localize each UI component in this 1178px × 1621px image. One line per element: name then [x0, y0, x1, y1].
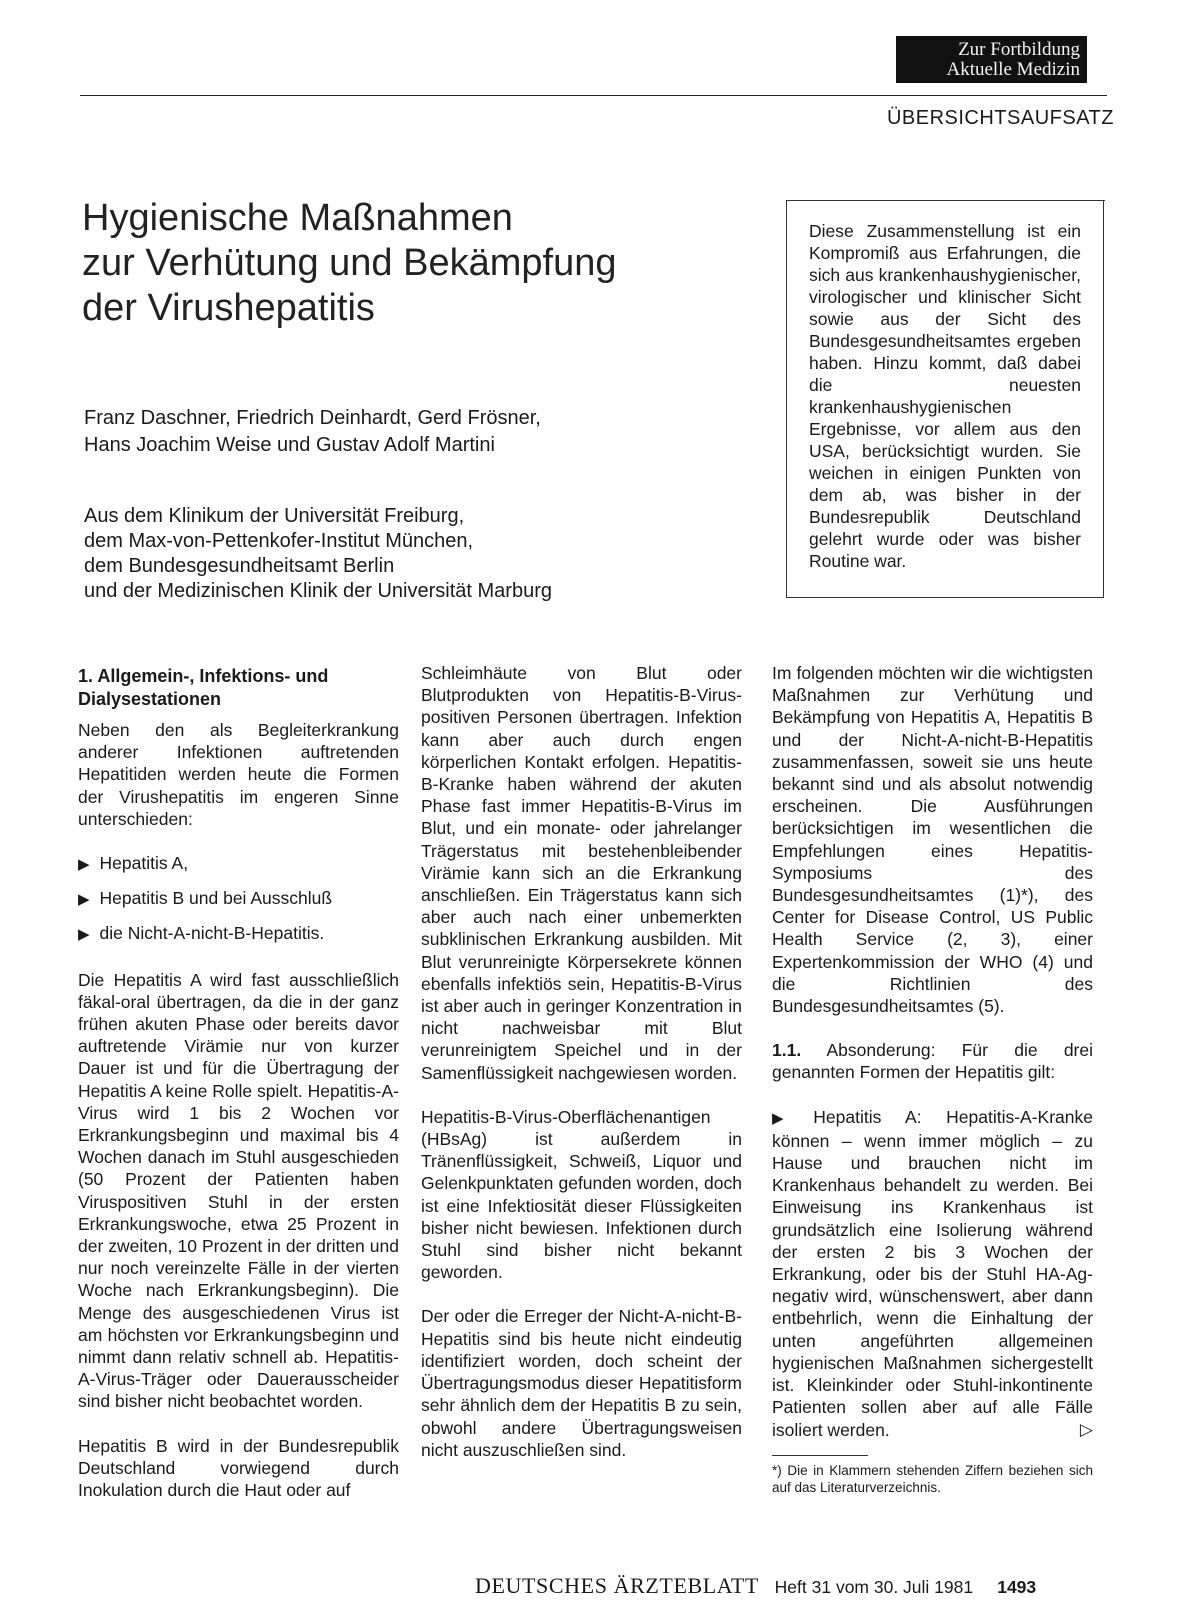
- list-item: [78, 922, 399, 946]
- list-item: [78, 887, 399, 911]
- affiliations: [84, 504, 724, 604]
- abstract-text: Diese Zusammenstellung ist ein Kompromiß aus Erfahrungen, die sich aus krankenhaushygienischer, virologischer und klinischer Sicht sowie aus der Sicht des Bundesgesundheitsamtes ergeben haben. Hinzu kommt, daß dabei die neuesten krankenhaushygienischen Ergebnisse, vor allem aus den USA, berücksichtigt wurden. Sie weichen in einigen Punkten von dem ab, was bisher in der Bundesrepublik Deutschland gelehrt wurde oder was bisher Routine war.: [809, 221, 1081, 571]
- affiliation-line-4: und der Medizinischen Klinik der Universität Marburg: [84, 580, 552, 602]
- footnote-rule: [772, 1455, 868, 1456]
- title-line-2: zur Verhütung und Bekämpfung: [82, 242, 617, 284]
- authors: [84, 405, 724, 459]
- journal-name: DEUTSCHES ÄRZTEBLATT: [475, 1573, 759, 1598]
- authors-line-2: Hans Joachim Weise und Gustav Adolf Martini: [84, 434, 495, 456]
- triangle-bullet-icon: ▶: [772, 1109, 804, 1127]
- authors-line-1: Franz Daschner, Friedrich Deinhardt, Gerd Frösner,: [84, 407, 541, 429]
- rubric-line-1: Zur Fortbildung: [958, 39, 1080, 60]
- page-footer: [475, 1573, 1036, 1599]
- list-item-text: Hepatitis B und bei Ausschluß: [99, 888, 333, 909]
- paragraph: [772, 1106, 1093, 1441]
- list-item-text: die Nicht-A-nicht-B-Hepatitis.: [99, 923, 325, 944]
- subsection-number: 1.1.: [772, 1040, 802, 1061]
- rubric-line-2: Aktuelle Medizin: [946, 59, 1080, 80]
- page-number: 1493: [997, 1577, 1037, 1597]
- paragraph: Im folgenden möchten wir die wichtigsten Maßnahmen zur Verhütung und Bekämpfung von Hepatitis A, Hepatitis B und der Nicht-A-nicht-B-Hepatitis zusammenfassen, soweit sie uns heute bekannt sind und als absolut notwendig erscheinen. Die Ausführungen berücksichtigen im wesentlichen die Empfehlungen eines Hepatitis-Symposiums des Bundesgesundheitsamtes (1)*), des Center for Disease Control, US Public Health Service (2, 3), einer Expertenkommission der WHO (4) und die Richtlinien des Bundesgesundheitsamtes (5).: [772, 663, 1093, 1017]
- bullet-list: [78, 852, 399, 947]
- title-line-3: der Virushepatitis: [82, 287, 375, 329]
- subsection-text: Absonderung: Für die drei genannten Formen der Hepatitis gilt:: [772, 1040, 1094, 1083]
- affiliation-line-2: dem Max-von-Pettenkofer-Institut München,: [84, 530, 474, 552]
- triangle-bullet-icon: ▶: [78, 926, 90, 944]
- affiliation-line-1: Aus dem Klinikum der Universität Freiburg,: [84, 505, 465, 527]
- affiliation-line-3: dem Bundesgesundheitsamt Berlin: [84, 555, 395, 577]
- section-type: ÜBERSICHTSAUFSATZ: [886, 107, 1114, 129]
- column-3: [772, 662, 1093, 1518]
- paragraph: Neben den als Begleiterkrankung anderer Infektionen auftretenden Hepatitiden werden heute die Formen der Virushepatitis im engeren Sinne unterschieden:: [78, 720, 399, 829]
- header-rule: [80, 95, 1107, 96]
- paragraph: Schleimhäute von Blut oder Blutprodukten von Hepatitis-B-Virus-positiven Personen übertragen. Infektion kann aber auch durch engen körperlichen Kontakt erfolgen. Hepatitis-B-Kranke haben während der akuten Phase fast immer Hepatitis-B-Virus im Blut, und ein monate- oder jahrelanger Trägerstatus mit bestehenbleibender Virämie kann sich an die Erkrankung anschließen. Ein Trägerstatus kann sich aber auch nach einer unbemerkten subklinischen Erkrankung ausbilden. Mit Blut verunreinigte Körpersekrete können ebenfalls infektiös sein, Hepatitis-B-Virus ist aber auch in geringer Konzentration in nicht nachweisbar mit Blut verunreinigtem Speichel und in der Samenflüssigkeit nachgewiesen worden.: [421, 663, 742, 1083]
- column-2: [421, 662, 742, 1483]
- section-heading: 1. Allgemein-, Infektions- und Dialysestationen: [78, 666, 329, 709]
- paragraph: Der oder die Erreger der Nicht-A-nicht-B-Hepatitis sind bis heute nicht eindeutig identifiziert worden, doch scheint der Übertragungsmodus dieser Hepatitisform sehr ähnlich dem der Hepatitis B zu sein, obwohl andere Übertragungsweisen nicht auszuschließen sind.: [421, 1306, 742, 1460]
- triangle-bullet-icon: ▶: [78, 856, 90, 874]
- list-item-text: Hepatitis A,: [99, 853, 189, 874]
- title-line-1: Hygienische Maßnahmen: [82, 197, 513, 239]
- rubric-badge: [896, 36, 1087, 83]
- continued-arrow-icon: ▷: [1079, 1419, 1093, 1439]
- article-title: [82, 196, 722, 331]
- subsection-paragraph: [772, 1039, 1093, 1083]
- paragraph: Hepatitis-B-Virus-Oberflächenantigen (HBsAg) ist außerdem in Tränenflüssigkeit, Schweiß, Liquor und Gelenkpunktaten gefunden worden, doch ist eine Infektiosität dieser Flüssigkeiten bisher nicht bewiesen. Infektionen durch Stuhl sind bisher nicht bekannt geworden.: [421, 1106, 742, 1283]
- paragraph-text: Hepatitis A: Hepatitis-A-Kranke können – wenn immer möglich – zu Hause und brauchen nicht im Krankenhaus behandelt zu werden. Bei Einweisung ins Krankenhaus ist grundsätzlich eine Isolierung während der ersten 2 bis 3 Wochen der Erkrankung, oder bis der Stuhl HA-Ag-negativ wird, wünschenswert, aber dann entbehrlich, wenn die Einhaltung der unten angeführten allgemeinen hygienischen Maßnahmen sichergestellt ist. Kleinkinder oder Stuhl-inkontinente Patienten sollen aber auf alle Fälle isoliert werden.: [772, 1106, 1093, 1440]
- triangle-bullet-icon: ▶: [78, 891, 90, 909]
- column-1: [78, 665, 399, 1523]
- issue-info: Heft 31 vom 30. Juli 1981: [774, 1577, 974, 1597]
- paragraph: Hepatitis B wird in der Bundesrepublik Deutschland vorwiegend durch Inokulation durch die Haut oder auf: [78, 1435, 399, 1501]
- footnote: *) Die in Klammern stehenden Ziffern beziehen sich auf das Literaturverzeichnis.: [772, 1462, 1093, 1495]
- abstract-box: [786, 200, 1104, 598]
- list-item: [78, 852, 399, 876]
- paragraph: Die Hepatitis A wird fast ausschließlich fäkal-oral übertragen, da die in der ganz frühen akuten Phase oder bereits davor auftretende Virämie nur von kurzer Dauer ist und für die Übertragung der Hepatitis A keine Rolle spielt. Hepatitis-A-Virus wird 1 bis 2 Wochen vor Erkrankungsbeginn und maximal bis 4 Wochen danach im Stuhl ausgeschieden (50 Prozent der Patienten haben Viruspositiven Stuhl in der ersten Erkrankungswoche, etwa 25 Prozent in der zweiten, 10 Prozent in der dritten und nur noch vereinzelte Fälle in der vierten Woche nach Erkrankungsbeginn). Die Menge des ausgeschiedenen Virus ist am höchsten vor Erkrankungsbeginn und nimmt dann relativ schnell ab. Hepatitis-A-Virus-Träger oder Dauerausscheider sind bisher nicht beobachtet worden.: [78, 969, 399, 1412]
